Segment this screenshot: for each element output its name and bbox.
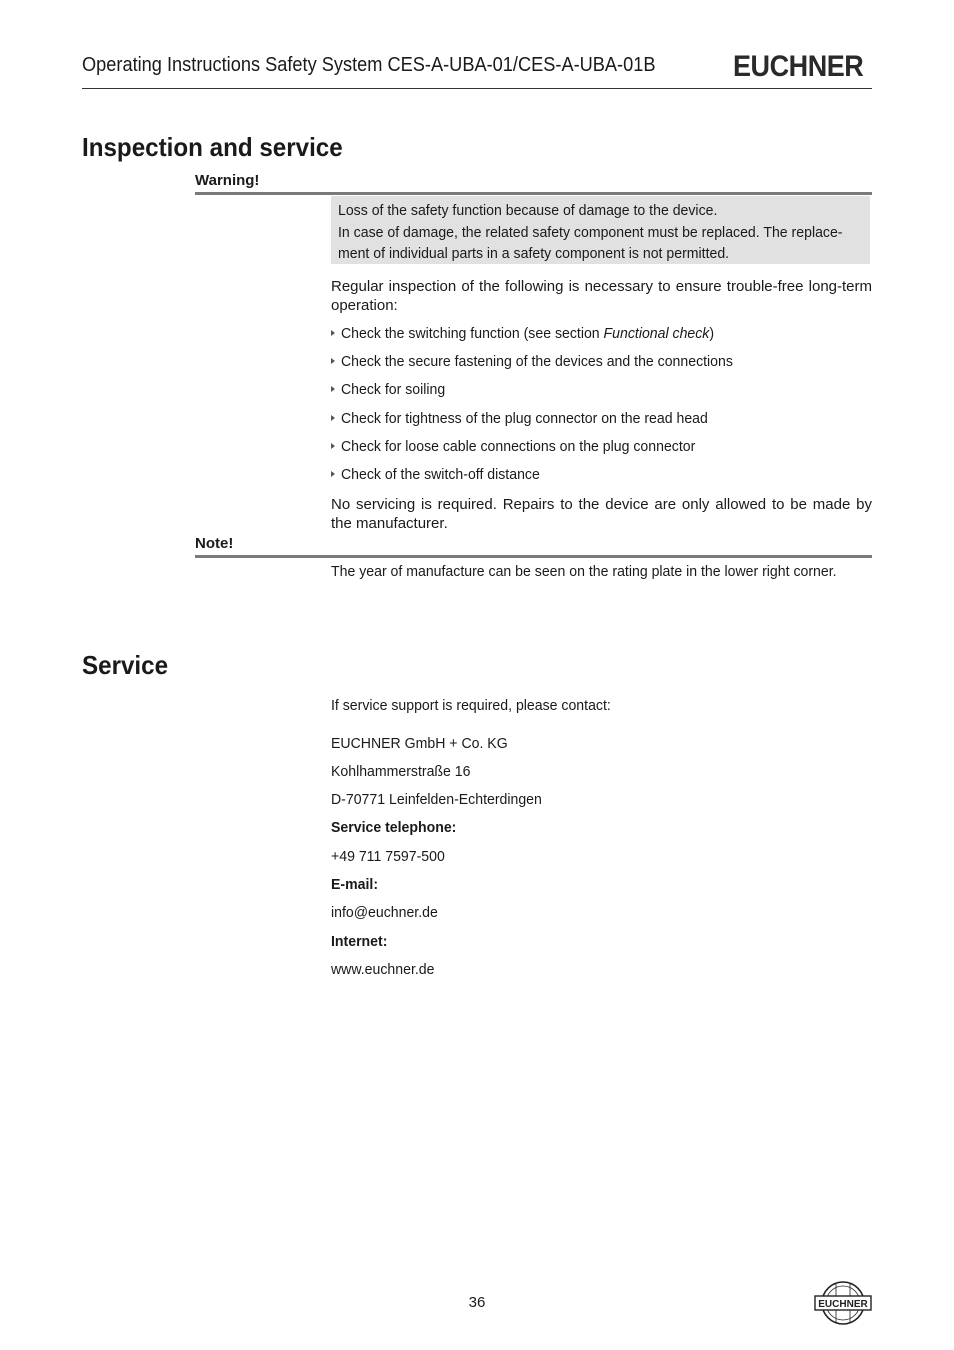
- city-address: D-70771 Leinfelden-Echterdingen: [331, 791, 542, 808]
- bullet-arrow-icon: [331, 386, 335, 392]
- euchner-logo: EUCHNER: [733, 50, 864, 83]
- internet-address: www.euchner.de: [331, 961, 435, 978]
- check-item: Check for tightness of the plug connector on the read head: [331, 410, 731, 427]
- warning-line: Loss of the safety function because of damage to the device.: [338, 202, 718, 219]
- header-divider: [82, 88, 872, 89]
- bullet-arrow-icon: [331, 471, 335, 477]
- bullet-arrow-icon: [331, 415, 335, 421]
- page-number: 36: [468, 1294, 486, 1311]
- telephone-number: +49 711 7597-500: [331, 848, 445, 865]
- bullet-arrow-icon: [331, 443, 335, 449]
- street-address: Kohlhammerstraße 16: [331, 763, 471, 780]
- note-text: The year of manufacture can be seen on the rating plate in the lower right corner.: [331, 563, 837, 580]
- note-divider: [195, 555, 872, 558]
- no-servicing-text: No servicing is required. Repairs to the device are only allowed to be made by the manufacturer.: [331, 496, 872, 532]
- note-label: Note!: [195, 535, 234, 552]
- warning-line: ment of individual parts in a safety component is not permitted.: [338, 245, 730, 262]
- company-name: EUCHNER GmbH + Co. KG: [331, 735, 508, 752]
- bullet-arrow-icon: [331, 358, 335, 364]
- inspection-heading: Inspection and service: [82, 132, 343, 162]
- check-item: Check for soiling: [331, 381, 452, 398]
- check-item: Check of the switch-off distance: [331, 466, 553, 483]
- bullet-arrow-icon: [331, 330, 335, 336]
- warning-line: In case of damage, the related safety component must be replaced. The replace-: [338, 223, 843, 241]
- check-item: Check the switching function (see section Functional check): [331, 325, 738, 342]
- euchner-seal-icon: [814, 1280, 872, 1326]
- email-label: E-mail:: [331, 876, 379, 893]
- check-item: Check for loose cable connections on the plug connector: [331, 438, 718, 455]
- warning-label: Warning!: [195, 172, 260, 189]
- check-item: Check the secure fastening of the devices and the connections: [331, 353, 758, 370]
- document-title: Operating Instructions Safety System CES-A-UBA-01/CES-A-UBA-01B: [82, 54, 656, 76]
- inspection-intro: Regular inspection of the following is necessary to ensure trouble-free long-term operation:: [331, 278, 872, 314]
- service-intro: If service support is required, please contact:: [331, 697, 611, 714]
- service-heading: Service: [82, 650, 169, 680]
- internet-label: Internet:: [331, 933, 388, 950]
- warning-divider: [195, 192, 872, 195]
- email-address: info@euchner.de: [331, 904, 438, 921]
- telephone-label: Service telephone:: [331, 819, 457, 836]
- warning-box: [331, 196, 870, 264]
- seal-text: EUCHNER: [818, 1299, 868, 1310]
